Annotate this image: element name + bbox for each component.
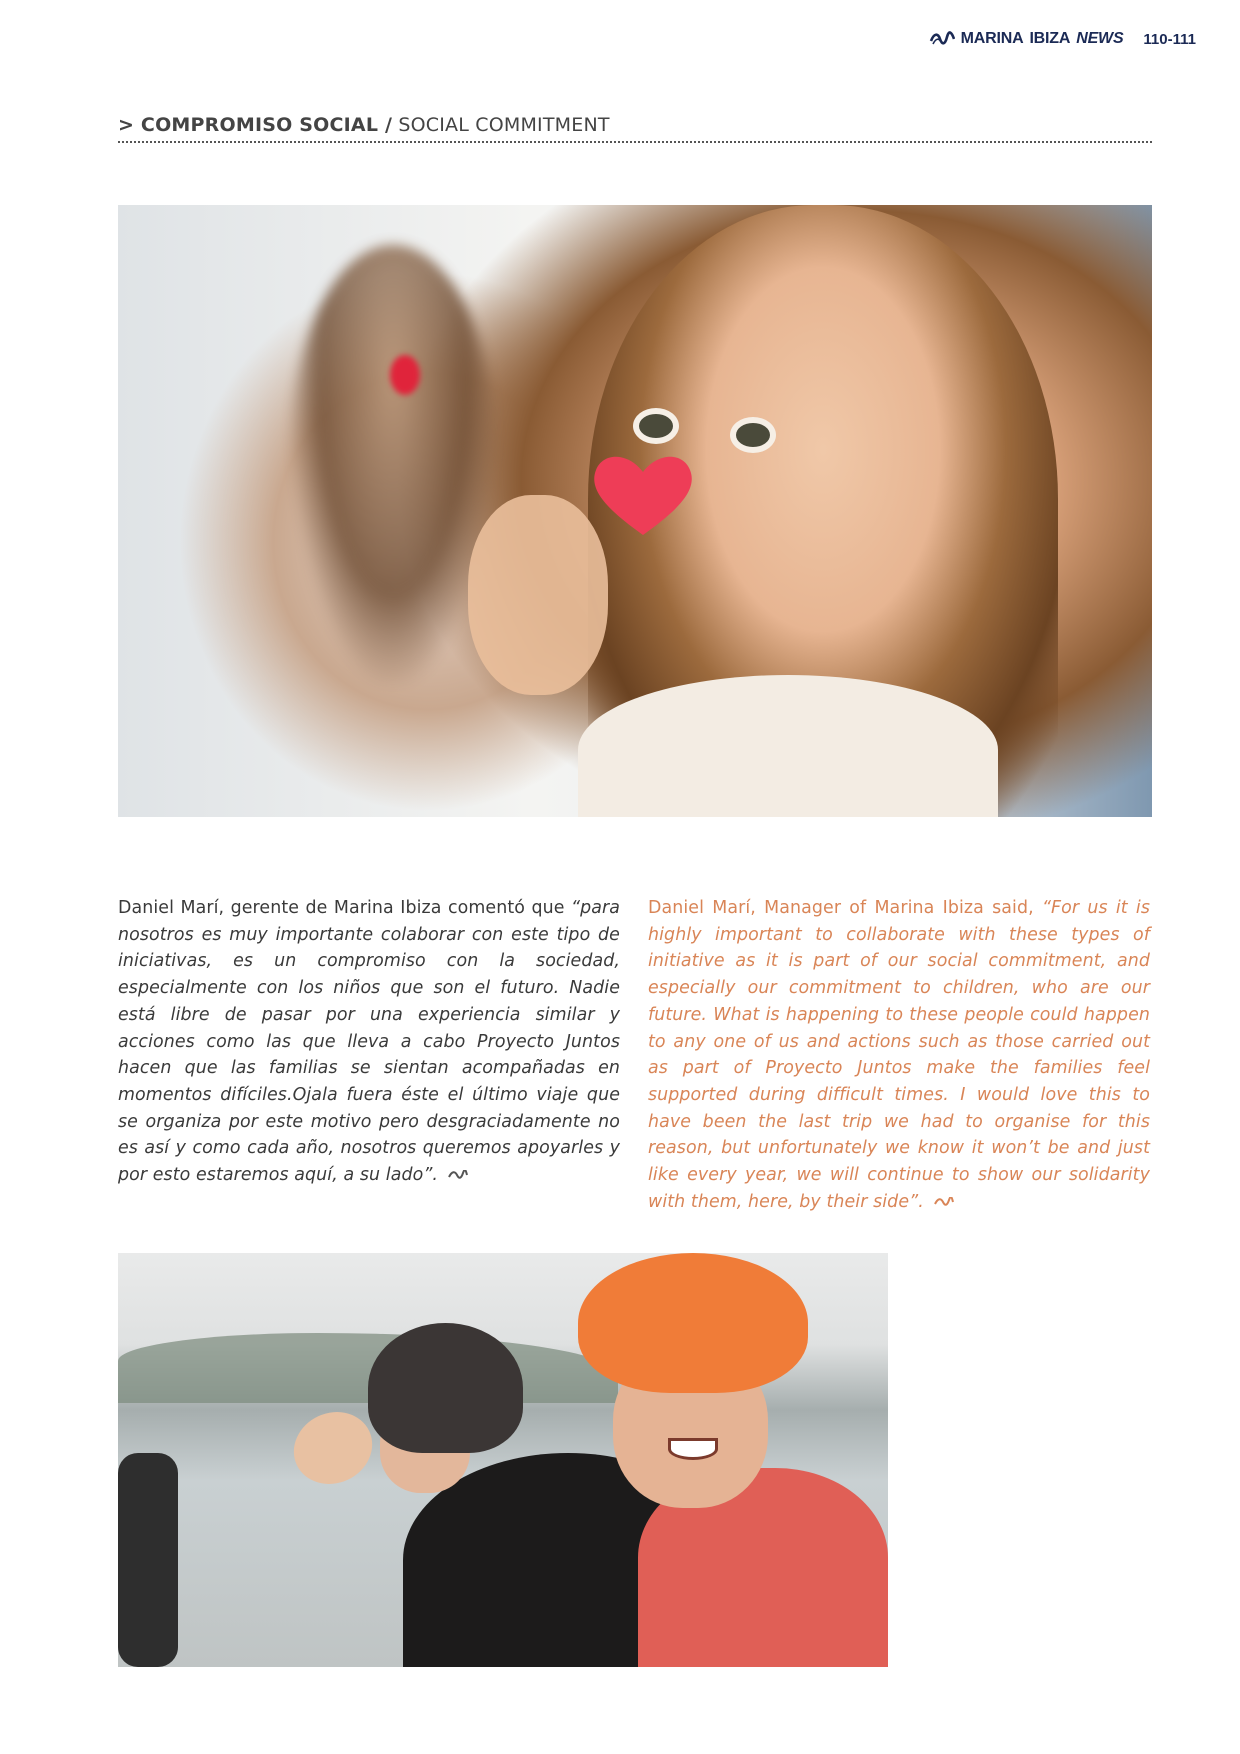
- article-es-intro: Daniel Marí, gerente de Marina Ibiza comentó que: [118, 898, 571, 918]
- brand-news: NEWS: [1076, 30, 1124, 47]
- orange-helmet: [578, 1253, 808, 1393]
- brand-marina: MARINA: [960, 30, 1024, 47]
- wave-logo-icon: [929, 31, 955, 47]
- heart-nose-icon: [588, 450, 698, 540]
- black-helmet: [368, 1323, 523, 1453]
- article-es-quote: “para nosotros es muy importante colaborar con este tipo de iniciativas, es un compromiso con la sociedad, especialmente con los niños que son el futuro. Nadie está libre de pasar por una experiencia similar y acciones como las que lleva a cabo Proyecto Juntos hacen que las familias se sientan acompañadas en momentos difíciles.Ojala fuera éste el último viaje que se organiza por este motivo pero desgraciadamente no es así y como cada año, nosotros queremos apoyarles y por esto estaremos aquí, a su lado”.: [118, 898, 620, 1186]
- wave-end-icon: [448, 1170, 468, 1180]
- article-en-quote: “For us it is highly important to collaborate with these types of initiative as it is part of our social commitment, and especially our commitment to children, who are our future. What is happening to these people could happen to any one of us and actions such as those carried out as part of Proyecto Juntos make the families feel supported during difficult times. I would love this to have been the last trip we had to organise for this reason, but unfortunately we know it won’t be and just like every year, we will continue to show our solidarity with them, here, by their side”.: [648, 898, 1151, 1212]
- marina-ibiza-news-logo: [929, 30, 1124, 48]
- photo-girls-clown-noses: [118, 205, 1152, 817]
- article-text-en: [648, 895, 1150, 1215]
- section-title-es: > COMPROMISO SOCIAL /: [118, 114, 393, 136]
- page-numbers: 110-111: [1143, 30, 1196, 48]
- article-text-es: [118, 895, 620, 1189]
- wave-end-icon: [934, 1197, 954, 1207]
- section-heading: [118, 114, 1152, 143]
- section-title-en: SOCIAL COMMITMENT: [398, 114, 610, 136]
- brand-ibiza: IBIZA: [1029, 30, 1071, 47]
- article-en-intro: Daniel Marí, Manager of Marina Ibiza said,: [648, 898, 1042, 918]
- photo-boys-helmets: [118, 1253, 888, 1667]
- masthead: [929, 30, 1196, 48]
